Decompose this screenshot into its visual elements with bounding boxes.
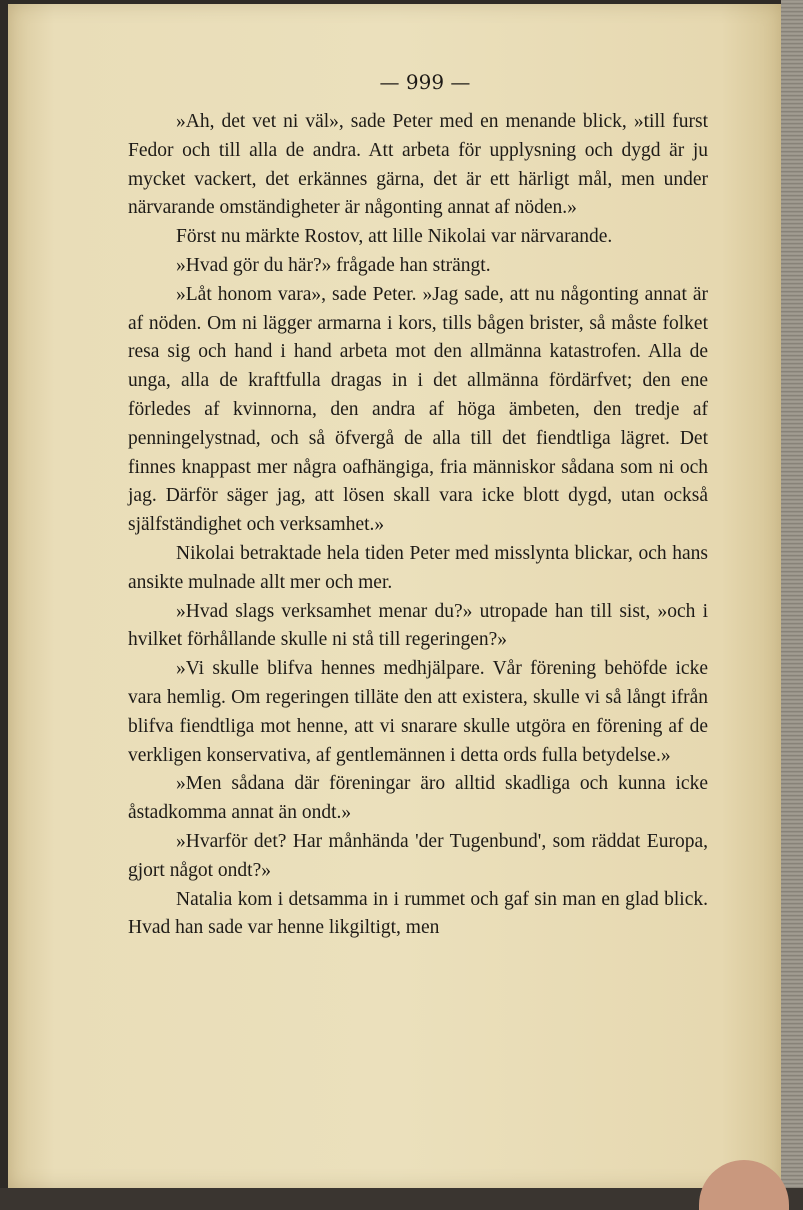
- paragraph: »Ah, det vet ni väl», sade Peter med en menande blick, »till furst Fedor och till alla de andra. Att arbeta för upplysning och dygd är ju mycket vackert, det erkännes gärna, det är ett härligt mål, men under närvarande omständigheter är någonting annat af nöden.»: [128, 111, 708, 219]
- paragraph: »Hvad gör du här?» frågade han strängt.: [176, 254, 491, 276]
- body-text: [128, 108, 708, 943]
- paragraph: »Låt honom vara», sade Peter. »Jag sade, att nu någonting annat är af nöden. Om ni lägger armarna i kors, tills bågen brister, så måste folket resa sig och hand i hand arbeta mot den allmänna katastrofen. Alla de unga, alla de kraftfulla dragas in i det allmänna fördärfvet; den ene förledes af kvinnorna, den andra af höga ämbeten, den tredje af penningelystnad, och så öfvergå de alla till det fiendtliga lägret. Det finnes knappast mer några oafhängiga, fria människor sådana som ni och jag. Därför säger jag, att lösen skall vara icke blott dygd, utan också själfständighet och verksamhet.»: [128, 283, 708, 536]
- paragraph: Först nu märkte Rostov, att lille Nikolai var närvarande.: [176, 226, 613, 248]
- book-spine-edge: [781, 0, 803, 1188]
- paragraph: »Hvarför det? Har månhända 'der Tugenbund', som räddat Europa, gjort något ondt?»: [128, 830, 708, 881]
- paragraph: Nikolai betraktade hela tiden Peter med misslynta blickar, och hans ansikte mulnade allt mer och mer.: [128, 542, 708, 593]
- paragraph: »Men sådana där föreningar äro alltid skadliga och kunna icke åstadkomma annat än ondt.»: [128, 773, 708, 824]
- paragraph: »Hvad slags verksamhet menar du?» utropade han till sist, »och i hvilket förhållande skulle ni stå till regeringen?»: [128, 600, 708, 651]
- page-number: — 999 —: [379, 70, 471, 94]
- paragraph: Natalia kom i detsamma in i rummet och gaf sin man en glad blick. Hvad han sade var henne likgiltigt, men: [128, 888, 708, 939]
- paragraph: »Vi skulle blifva hennes medhjälpare. Vår förening behöfde icke vara hemlig. Om regeringen tilläte den att existera, skulle vi så långt ifrån blifva fiendtliga mot henne, att vi snarare skulle utgöra en förening af de verkligen konservativa, af gentlemännen i detta ords fulla betydelse.»: [128, 658, 708, 766]
